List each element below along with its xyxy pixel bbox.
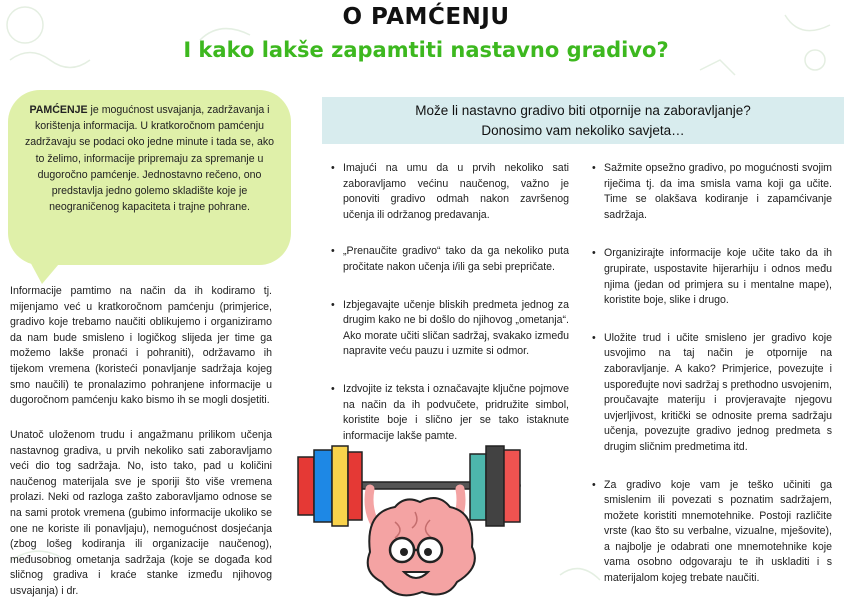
- tip-item: • Sažmite opsežno gradivo, po mogućnosti svojim riječima tj. da ima smisla vama koji ga učite. Time se olakšava kodiranje i zapamćivanje sadržaja.: [592, 161, 832, 223]
- tip-item: • „Prenaučite gradivo“ tako da ga nekoliko puta pročitate nakon učenja i/ili ga sebi prepričate.: [331, 244, 569, 275]
- tip-item: • Izdvojite iz teksta i označavajte ključne pojmove na način da ih podvučete, pridružite simbol, koristite boje i slično jer se tako istaknute informacije lakše pamte.: [331, 382, 569, 444]
- tip-item: • Izbjegavajte učenje bliskih predmeta jednog za drugim kako ne bi došlo do njihovog „ometanja“. Ako morate učiti sličan sadržaj, svakako između napravite veću pauzu i uzmite si odmor.: [331, 298, 569, 360]
- tips-header-question: Može li nastavno gradivo biti otpornije na zaboravljanje?: [415, 103, 751, 118]
- definition-term: PAMĆENJE: [29, 104, 88, 116]
- tip-item: • Uložite trud i učite smisleno jer gradivo koje usvojimo na taj način je otpornije na zaboravljanje. A kako? Primjerice, povezujte i uspoređujte novi sadržaj s prethodno usvojenim, proučavajte materiju i provjeravajte njegovu uvjerljivost, kritički se odnosite prema sadržaju učenja, povezujte gradivo jednog predmeta s drugim sličnim predmetima itd.: [592, 331, 832, 456]
- page-subtitle: I kako lakše zapamtiti nastavno gradivo?: [183, 38, 669, 62]
- page-title: O PAMĆENJU: [342, 4, 510, 30]
- tips-list-right: [592, 161, 832, 587]
- definition-bubble: [8, 90, 291, 265]
- brain-weightlifter-illustration: [290, 442, 540, 601]
- encoding-paragraph: Informacije pamtimo na način da ih kodiramo tj. mijenjamo već u kratkoročnom pamćenju (primjerice, gradivo koje trebamo naučiti oblikujemo i organiziramo da nam bude smisleno i logičkog slijeda jer time ga možemo lakše pronaći i pohraniti), održavamo ih tijekom vremena (koristeći ponavljanje sadržaja kojeg smo naučili) te pronalazimo pohranjene informacije u dugoročnom pamćenju kako bismo ih se mogli dosjetiti.: [10, 285, 272, 407]
- forgetting-paragraph: Unatoč uloženom trudu i angažmanu prilikom učenja nastavnog gradiva, u prvih nekoliko sati zaboravljamo veći dio tog sadržaja. No, isto tako, pad u količini naučenog materijala sve je sporiji što više vremena prolazi. Neki od razloga zašto zaboravljamo odnose se na sami protok vremena (gubimo informacije ukoliko se one ne koriste ili ponavljaju), nemogućnost dosjećanja (zbog lošeg kodiranja ili organizacije naučenog), međusobnog ometanja sadržaja (koje se događa kod sličnog gradiva i kraće stanke između njihovog usvajanja) i dr.: [10, 429, 272, 597]
- definition-text: je mogućnost usvajanja, zadržavanja i korištenja informacija. U kratkoročnom pamćenju zadržavaju se podaci oko jedne minute i tada se, ako to želimo, informacije pripremaju za spremanje u dugoročno pamćenje. Jednostavno rečeno, ono predstavlja jedno golemo skladište koje je neograničenog kapaciteta i trajne pohrane.: [24, 104, 275, 214]
- bubble-tail: [28, 258, 64, 284]
- tip-item: • Imajući na umu da u prvih nekoliko sati zaboravljamo većinu naučenog, važno je ponoviti gradivo odmah nakon završenog učenja ili održanog predavanja.: [331, 161, 569, 223]
- tips-header: [322, 97, 844, 144]
- tip-item: • Za gradivo koje vam je teško učiniti ga smislenim ili povezati s poznatim sadržajem, možete koristiti mnemotehnike. Postoji različite vrste (kao što su verbalne, vizualne, mješovite), a najbolje je odabrati one mnemotehnike koje vama osobno odgovaraju te ih uskladiti i s materijalom kojeg trebate naučiti.: [592, 478, 832, 587]
- tips-header-intro: Donosimo vam nekoliko savjeta…: [481, 123, 685, 138]
- tip-item: • Organizirajte informacije koje učite tako da ih grupirate, uspostavite hijerarhiju i odnos među njima (jedan od primjera su i mentalne mape), koristite boje, slike i drugo.: [592, 246, 832, 308]
- tips-list-left: [331, 161, 569, 444]
